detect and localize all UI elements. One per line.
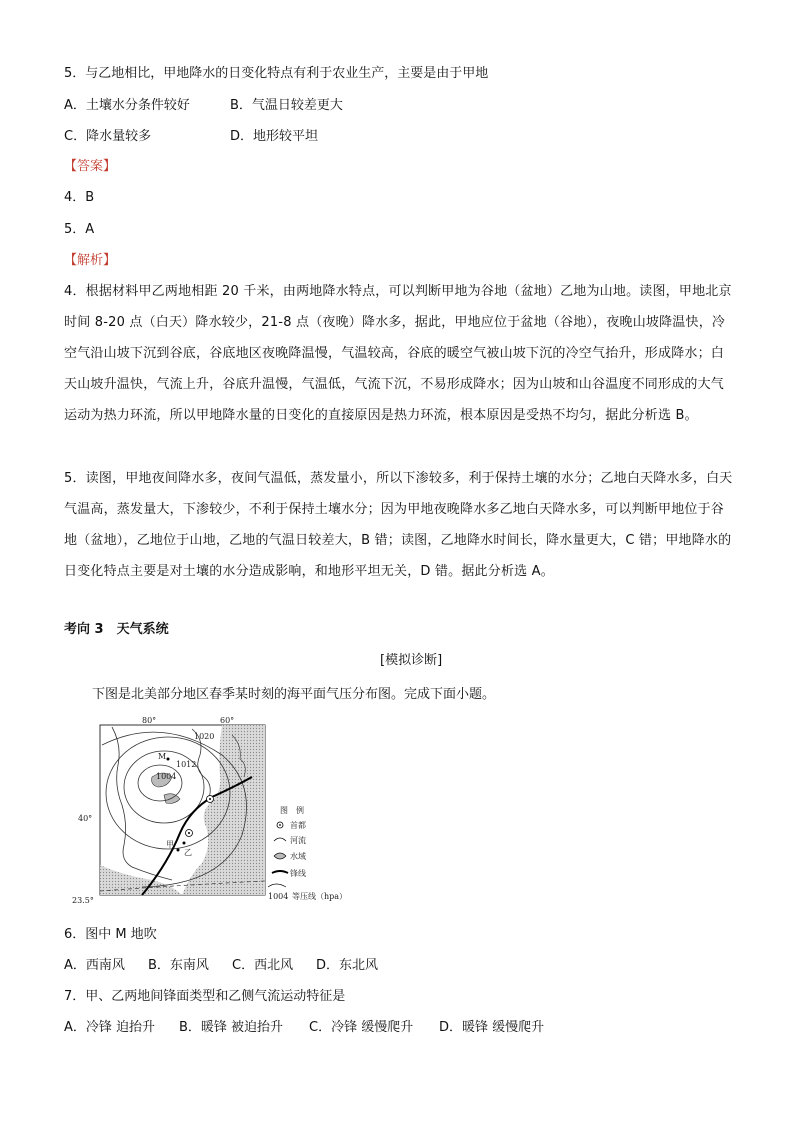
q5-stem: 5．与乙地相比，甲地降水的日变化特点有利于农业生产，主要是由于甲地	[64, 66, 489, 81]
pressure-map	[72, 715, 362, 909]
legend-water: 水域	[290, 852, 306, 861]
q6-option-b: B．东南风	[148, 958, 209, 973]
isobar-label-1004: 1004	[156, 772, 177, 781]
q5-option-c: C．降水量较多	[64, 129, 152, 144]
q7-option-b: B．暖锋 被迫抬升	[179, 1020, 284, 1035]
place-jia: 甲	[166, 840, 174, 849]
analysis-label: 【解析】	[64, 253, 117, 268]
map-legend	[268, 805, 347, 901]
legend-river: 河流	[290, 836, 306, 845]
legend-capital: 首都	[290, 821, 306, 830]
intro-text: 下图是北美部分地区春季某时刻的海平面气压分布图。完成下面小题。	[92, 687, 496, 702]
q6-option-a: A．西南风	[64, 958, 125, 973]
lat-label-23: 23.5°	[72, 896, 94, 905]
analysis-4: 4．根据材料甲乙两地相距 20 千米，由两地降水特点，可以判断甲地为谷地（盆地）乙地为山地。读图，甲地北京时间 8-20 点（白天）降水较少，21-8 点（夜晚）降水多，据此，甲地应位于盆地（谷地），夜晚山坡降温快，冷空气沿山坡下沉到谷底，谷底地区夜晚降温慢，气温较高，谷底的暖空气被山坡下沉的冷空气抬升，形成降水；白天山坡升温快，气流上升，谷底升温慢，气温低，气流下沉，不易形成降水；因为山坡和山谷温度不同形成的大气运动为热力环流，所以甲地降水量的日变化的直接原因是热力环流，根本原因是受热不均匀，据此分析选 B。	[64, 284, 732, 423]
q6-stem: 6．图中 M 地吹	[64, 927, 157, 942]
legend-title: 图 例	[280, 806, 304, 815]
q6-option-c: C．西北风	[232, 958, 294, 973]
lat-label-40: 40°	[78, 814, 93, 823]
isobar-label-1020: 1020	[194, 732, 215, 741]
q5-option-b: B．气温日较差更大	[230, 98, 343, 113]
lon-label-80: 80°	[142, 716, 157, 725]
section-subtitle: [模拟诊断]	[380, 653, 443, 668]
q5-options-row1	[64, 96, 343, 116]
place-yi: 乙	[184, 848, 192, 857]
section-title: 考向 3 天气系统	[64, 622, 169, 637]
answer-5: 5．A	[64, 222, 95, 237]
q5-option-a: A．土壤水分条件较好	[64, 98, 190, 113]
legend-isobar: 等压线（hpa）	[292, 892, 348, 901]
answer-label: 【答案】	[64, 159, 117, 174]
legend-front: 锋线	[290, 869, 306, 878]
analysis-5: 5．读图，甲地夜间降水多，夜间气温低，蒸发量小，所以下渗较多，利于保持土壤的水分；乙地白天降水多，白天气温高，蒸发量大，下渗较少，不利于保持土壤水分；因为甲地夜晚降水多乙地白天降水多，可以判断甲地位于谷地（盆地），乙地位于山地，乙地的气温日较差大，B 错；读图，乙地降水时间长，降水量更大，C 错；甲地降水的日变化特点主要是对土壤的水分造成影响，和地形平坦无关，D 错。据此分析选 A。	[64, 471, 733, 579]
q5-options-row2	[64, 127, 318, 147]
q6-option-d: D．东北风	[316, 958, 379, 973]
q7-option-d: D．暖锋 缓慢爬升	[439, 1020, 545, 1035]
place-m: M	[158, 752, 167, 761]
isobar-label-1012: 1012	[176, 760, 197, 769]
q6-options	[64, 956, 378, 976]
q7-stem: 7．甲、乙两地间锋面类型和乙侧气流运动特征是	[64, 989, 346, 1004]
legend-sample-value: 1004	[268, 892, 289, 901]
q5-option-d: D．地形较平坦	[230, 129, 319, 144]
q7-option-c: C．冷锋 缓慢爬升	[309, 1020, 414, 1035]
lon-label-60: 60°	[220, 716, 235, 725]
q7-options	[64, 1018, 544, 1038]
q7-option-a: A．冷锋 迫抬升	[64, 1020, 156, 1035]
answer-4: 4．B	[64, 190, 95, 205]
